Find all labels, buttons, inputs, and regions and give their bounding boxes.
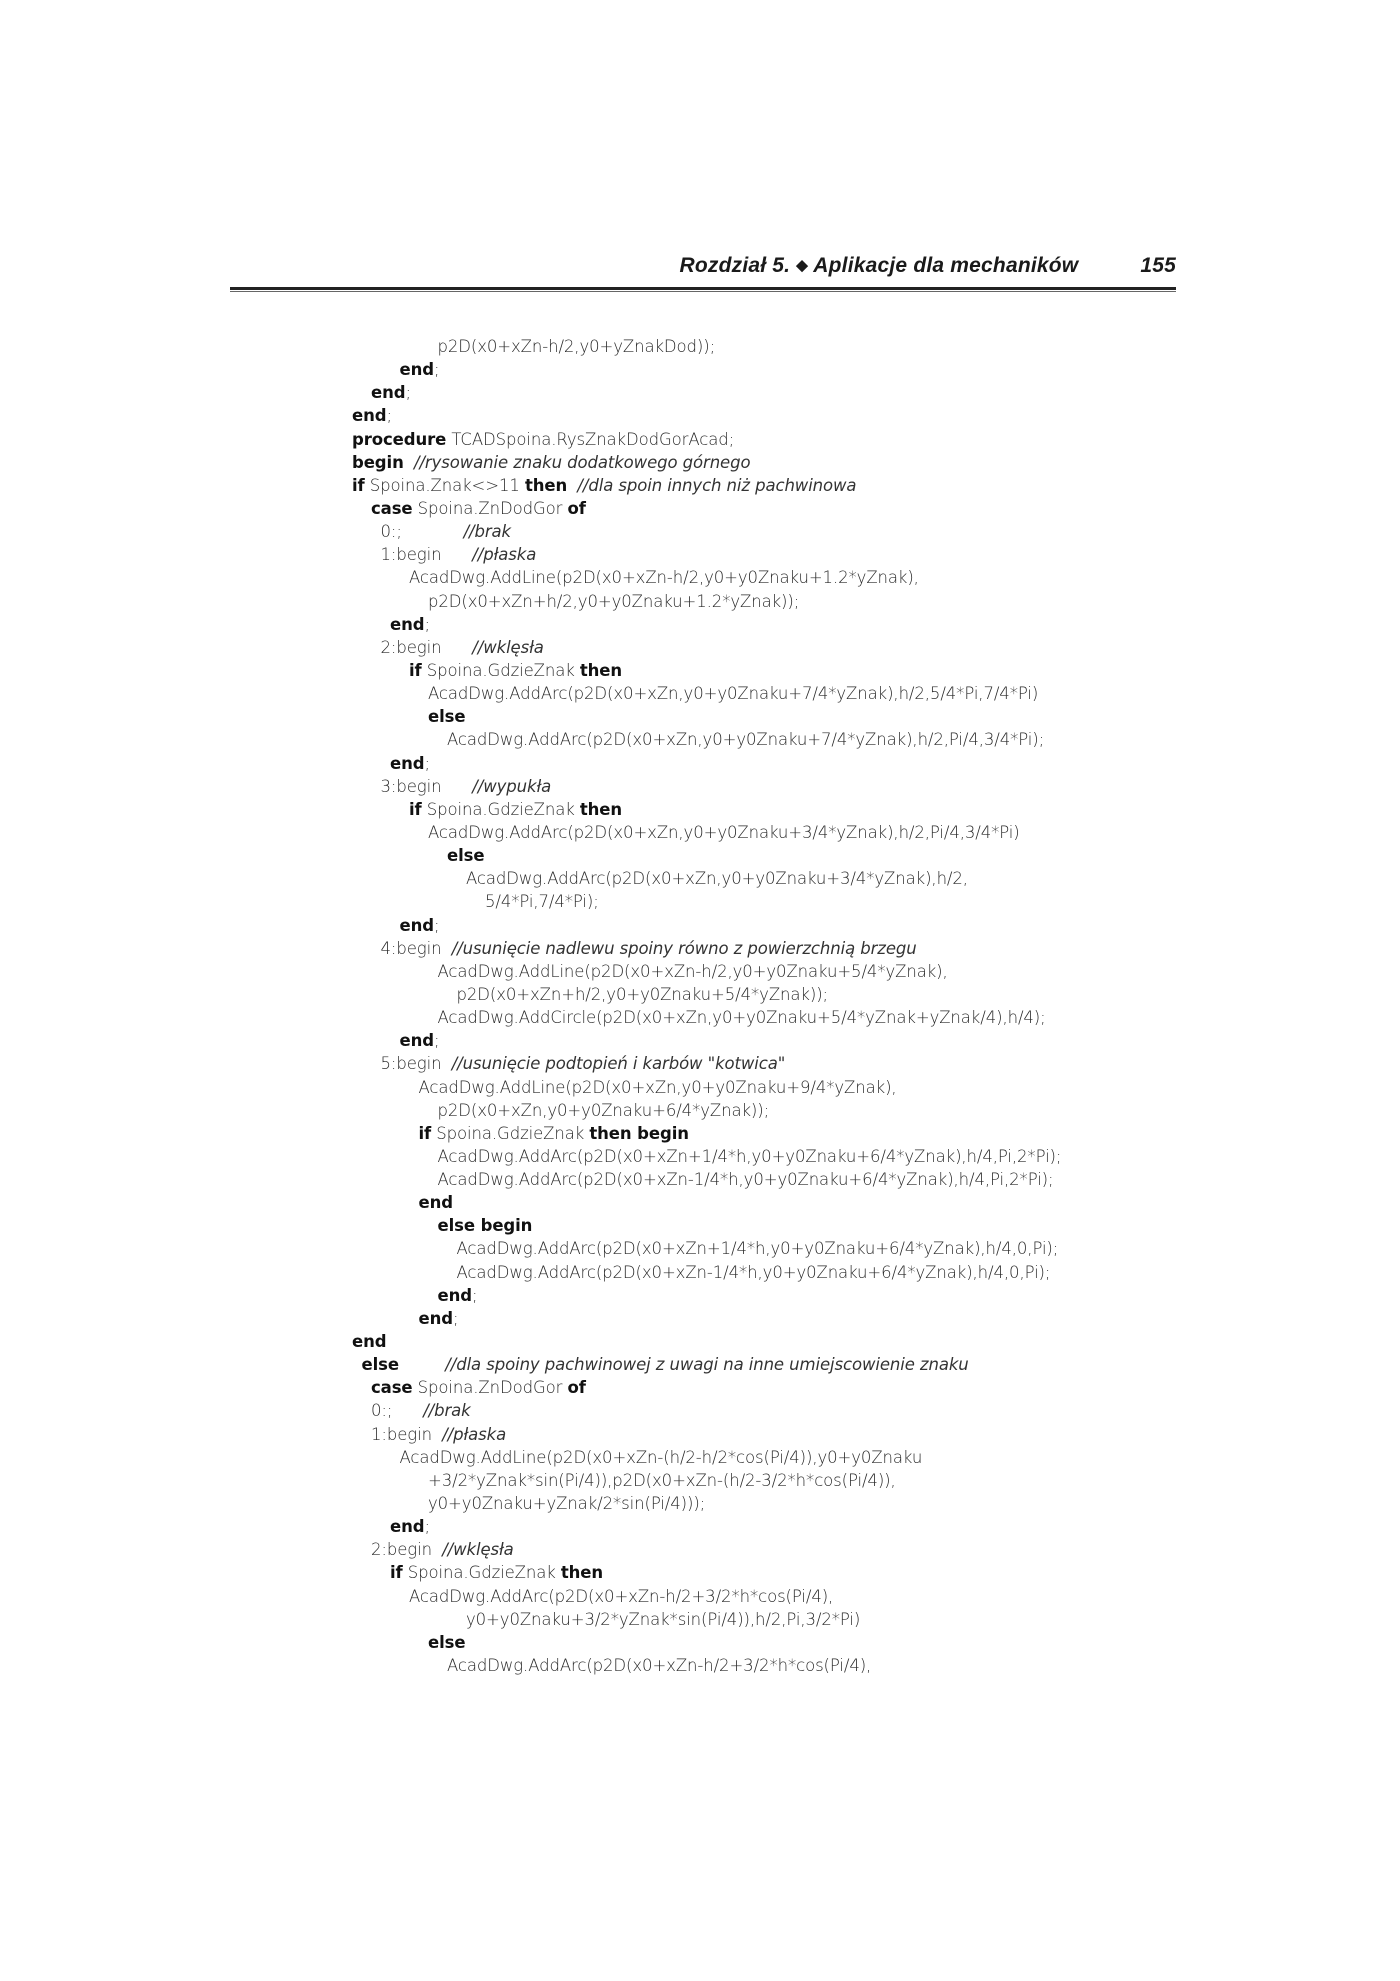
code-line bbox=[352, 728, 1172, 751]
code-text: ; bbox=[471, 1285, 478, 1305]
code-line bbox=[352, 1029, 1172, 1052]
page-number: 155 bbox=[1140, 254, 1176, 277]
code-text: AcadDwg.AddArc(p2D(x0+xZn-h/2+3/2*h*cos(Pi/4), bbox=[409, 1586, 834, 1606]
code-comment: //usunięcie nadlewu spoiny równo z powierzchnią brzegu bbox=[451, 938, 917, 958]
code-keyword: if bbox=[390, 1563, 403, 1583]
code-line bbox=[352, 381, 1172, 404]
code-text: p2D(x0+xZn+h/2,y0+y0Znaku+5/4*yZnak)); bbox=[456, 984, 828, 1004]
code-line bbox=[352, 636, 1172, 659]
code-keyword: end bbox=[352, 1332, 387, 1352]
code-text: AcadDwg.AddArc(p2D(x0+xZn,y0+y0Znaku+7/4*yZnak),h/2,5/4*Pi,7/4*Pi) bbox=[428, 684, 1039, 704]
code-line bbox=[352, 1608, 1172, 1631]
code-line bbox=[352, 404, 1172, 427]
code-text: AcadDwg.AddArc(p2D(x0+xZn,y0+y0Znaku+7/4*yZnak),h/2,Pi/4,3/4*Pi); bbox=[447, 730, 1045, 750]
code-keyword: else bbox=[361, 1355, 399, 1375]
code-keyword: case bbox=[371, 1378, 413, 1398]
code-keyword: end bbox=[399, 360, 434, 380]
code-text: ; bbox=[386, 406, 392, 426]
code-keyword: begin bbox=[352, 452, 404, 472]
code-keyword: end bbox=[399, 1031, 434, 1051]
code-text: AcadDwg.AddArc(p2D(x0+xZn-1/4*h,y0+y0Znaku+6/4*yZnak),h/4,Pi,2*Pi); bbox=[437, 1170, 1054, 1190]
code-line bbox=[352, 1399, 1172, 1422]
code-keyword: end bbox=[437, 1285, 472, 1305]
code-line bbox=[352, 1446, 1172, 1469]
code-text bbox=[399, 1355, 445, 1374]
code-line bbox=[352, 844, 1172, 867]
code-line bbox=[352, 566, 1172, 589]
code-line bbox=[352, 1561, 1172, 1584]
code-keyword: end bbox=[371, 383, 406, 403]
code-text: y0+y0Znaku+yZnak/2*sin(Pi/4))); bbox=[428, 1494, 706, 1514]
code-line bbox=[352, 1515, 1172, 1538]
code-line bbox=[352, 890, 1172, 913]
code-text: ; bbox=[433, 360, 440, 380]
code-line bbox=[352, 937, 1172, 960]
code-text: p2D(x0+xZn+h/2,y0+y0Znaku+1.2*yZnak)); bbox=[428, 591, 800, 611]
code-line bbox=[352, 1122, 1172, 1145]
code-comment: //płaska bbox=[442, 1424, 507, 1444]
code-line bbox=[352, 1191, 1172, 1214]
code-keyword: of bbox=[567, 498, 586, 518]
code-keyword: else begin bbox=[437, 1216, 533, 1236]
code-line bbox=[352, 1538, 1172, 1561]
code-line bbox=[352, 821, 1172, 844]
code-line bbox=[352, 1307, 1172, 1330]
code-keyword: end bbox=[418, 1193, 453, 1213]
code-comment: //płaska bbox=[472, 545, 537, 565]
code-line bbox=[352, 1052, 1172, 1075]
code-line bbox=[352, 983, 1172, 1006]
code-text: 3:begin bbox=[380, 776, 473, 796]
code-text: p2D(x0+xZn,y0+y0Znaku+6/4*yZnak)); bbox=[437, 1100, 770, 1120]
code-line bbox=[352, 1284, 1172, 1307]
code-line bbox=[352, 914, 1172, 937]
running-header bbox=[680, 254, 1177, 278]
code-line bbox=[352, 1423, 1172, 1446]
code-keyword: end bbox=[390, 1517, 425, 1537]
code-comment: //dla spoiny pachwinowej z uwagi na inne umiejscowienie znaku bbox=[445, 1355, 969, 1375]
code-text: AcadDwg.AddArc(p2D(x0+xZn-h/2+3/2*h*cos(Pi/4), bbox=[447, 1656, 872, 1676]
code-keyword: procedure bbox=[352, 429, 447, 449]
code-line bbox=[352, 497, 1172, 520]
code-text: 2:begin bbox=[371, 1540, 443, 1560]
code-keyword: if bbox=[409, 799, 422, 819]
chapter-label: Rozdział 5. bbox=[679, 254, 791, 277]
code-keyword: then bbox=[579, 799, 623, 819]
code-text: 0:; bbox=[380, 522, 464, 542]
code-keyword: end bbox=[399, 915, 434, 935]
code-text: Spoina.GdzieZnak bbox=[402, 1563, 561, 1583]
code-line bbox=[352, 1654, 1172, 1677]
code-line bbox=[352, 590, 1172, 613]
code-text: AcadDwg.AddLine(p2D(x0+xZn-(h/2-h/2*cos(Pi/4)),y0+y0Znaku bbox=[399, 1447, 923, 1467]
code-keyword: of bbox=[567, 1378, 586, 1398]
code-line bbox=[352, 1237, 1172, 1260]
code-line bbox=[352, 960, 1172, 983]
code-text: ; bbox=[452, 1308, 459, 1328]
code-text: AcadDwg.AddLine(p2D(x0+xZn-h/2,y0+y0Znaku+1.2*yZnak), bbox=[409, 568, 919, 588]
diamond-icon: ◆ bbox=[796, 257, 809, 274]
code-text: Spoina.ZnDodGor bbox=[412, 498, 568, 518]
code-line bbox=[352, 1631, 1172, 1654]
code-line bbox=[352, 1099, 1172, 1122]
code-keyword: else bbox=[447, 846, 485, 866]
code-text: 4:begin bbox=[380, 938, 452, 958]
code-text: AcadDwg.AddCircle(p2D(x0+xZn,y0+y0Znaku+5/4*yZnak+yZnak/4),h/4); bbox=[437, 1008, 1046, 1028]
code-line bbox=[352, 1168, 1172, 1191]
code-text: ; bbox=[424, 614, 430, 634]
chapter-title: Aplikacje dla mechaników bbox=[813, 254, 1079, 277]
code-keyword: end bbox=[352, 406, 387, 426]
code-line bbox=[352, 1376, 1172, 1399]
code-text: y0+y0Znaku+3/2*yZnak*sin(Pi/4)),h/2,Pi,3/2*Pi) bbox=[466, 1609, 861, 1629]
code-line bbox=[352, 474, 1172, 497]
code-line bbox=[352, 798, 1172, 821]
code-line bbox=[352, 752, 1172, 775]
code-keyword: if bbox=[418, 1123, 432, 1143]
code-keyword: then begin bbox=[589, 1123, 689, 1143]
code-comment: //wklęsła bbox=[472, 637, 544, 657]
code-comment: //brak bbox=[463, 522, 512, 542]
code-text: ; bbox=[433, 1031, 440, 1051]
code-line bbox=[352, 1006, 1172, 1029]
code-text: AcadDwg.AddLine(p2D(x0+xZn-h/2,y0+y0Znaku+5/4*yZnak), bbox=[437, 961, 948, 981]
code-line bbox=[352, 1353, 1172, 1376]
code-line bbox=[352, 358, 1172, 381]
header-rule bbox=[230, 287, 1176, 292]
code-text: ; bbox=[405, 383, 411, 403]
code-line bbox=[352, 335, 1172, 358]
code-text: 0:; bbox=[371, 1401, 424, 1421]
code-line bbox=[352, 543, 1172, 566]
code-line bbox=[352, 1585, 1172, 1608]
code-text: p2D(x0+xZn-h/2,y0+yZnakDod)); bbox=[437, 337, 716, 356]
code-text: Spoina.GdzieZnak bbox=[421, 799, 580, 819]
code-keyword: else bbox=[428, 707, 466, 727]
code-comment: //wypukła bbox=[472, 776, 552, 796]
code-comment: //brak bbox=[423, 1401, 471, 1421]
code-comment: //dla spoin innych niż pachwinowa bbox=[577, 475, 857, 495]
code-line bbox=[352, 775, 1172, 798]
code-text: 1:begin bbox=[371, 1424, 443, 1444]
code-keyword: then bbox=[579, 660, 623, 680]
code-listing bbox=[352, 335, 1172, 1677]
code-text bbox=[567, 476, 577, 495]
code-text: AcadDwg.AddArc(p2D(x0+xZn,y0+y0Znaku+3/4*yZnak),h/2,Pi/4,3/4*Pi) bbox=[428, 822, 1020, 842]
code-text: ; bbox=[424, 753, 430, 773]
code-keyword: then bbox=[524, 475, 568, 495]
code-text: Spoina.GdzieZnak bbox=[421, 660, 580, 680]
code-line bbox=[352, 1492, 1172, 1515]
code-text: Spoina.Znak<>11 bbox=[364, 475, 525, 495]
code-line bbox=[352, 659, 1172, 682]
code-keyword: then bbox=[560, 1563, 604, 1583]
code-text bbox=[404, 453, 414, 472]
code-line bbox=[352, 1261, 1172, 1284]
code-keyword: if bbox=[409, 660, 422, 680]
code-text: ; bbox=[424, 1517, 430, 1537]
code-line bbox=[352, 613, 1172, 636]
code-text: AcadDwg.AddArc(p2D(x0+xZn+1/4*h,y0+y0Znaku+6/4*yZnak),h/4,Pi,2*Pi); bbox=[437, 1146, 1062, 1166]
code-line bbox=[352, 1330, 1172, 1353]
code-text: 2:begin bbox=[380, 637, 473, 657]
code-text: 5/4*Pi,7/4*Pi); bbox=[485, 892, 599, 912]
code-line bbox=[352, 428, 1172, 451]
code-line bbox=[352, 705, 1172, 728]
code-text: AcadDwg.AddArc(p2D(x0+xZn,y0+y0Znaku+3/4*yZnak),h/2, bbox=[466, 869, 968, 889]
code-line bbox=[352, 1469, 1172, 1492]
code-line bbox=[352, 1145, 1172, 1168]
code-text: AcadDwg.AddArc(p2D(x0+xZn+1/4*h,y0+y0Znaku+6/4*yZnak),h/4,0,Pi); bbox=[456, 1239, 1059, 1259]
code-text: +3/2*yZnak*sin(Pi/4)),p2D(x0+xZn-(h/2-3/2*h*cos(Pi/4)), bbox=[428, 1470, 896, 1490]
code-text: AcadDwg.AddArc(p2D(x0+xZn-1/4*h,y0+y0Znaku+6/4*yZnak),h/4,0,Pi); bbox=[456, 1262, 1051, 1282]
code-line bbox=[352, 682, 1172, 705]
code-text: TCADSpoina.RysZnakDodGorAcad; bbox=[446, 429, 735, 449]
code-comment: //rysowanie znaku dodatkowego górnego bbox=[414, 452, 751, 472]
code-line bbox=[352, 1076, 1172, 1099]
code-text: Spoina.ZnDodGor bbox=[412, 1378, 568, 1398]
code-keyword: else bbox=[428, 1632, 466, 1652]
code-text: AcadDwg.AddLine(p2D(x0+xZn,y0+y0Znaku+9/4*yZnak), bbox=[418, 1077, 897, 1097]
code-keyword: case bbox=[371, 498, 413, 518]
code-text: 5:begin bbox=[380, 1054, 452, 1074]
code-keyword: end bbox=[390, 614, 425, 634]
code-line bbox=[352, 1214, 1172, 1237]
code-line bbox=[352, 451, 1172, 474]
code-keyword: end bbox=[390, 753, 425, 773]
code-comment: //usunięcie podtopień i karbów "kotwica" bbox=[451, 1054, 786, 1074]
code-text: Spoina.GdzieZnak bbox=[431, 1123, 590, 1143]
code-comment: //wklęsła bbox=[442, 1540, 514, 1560]
code-text: 1:begin bbox=[380, 545, 473, 565]
code-line bbox=[352, 867, 1172, 890]
code-line bbox=[352, 520, 1172, 543]
code-keyword: if bbox=[352, 475, 365, 495]
code-text: ; bbox=[433, 915, 440, 935]
page-header bbox=[230, 254, 1176, 288]
code-keyword: end bbox=[418, 1308, 453, 1328]
